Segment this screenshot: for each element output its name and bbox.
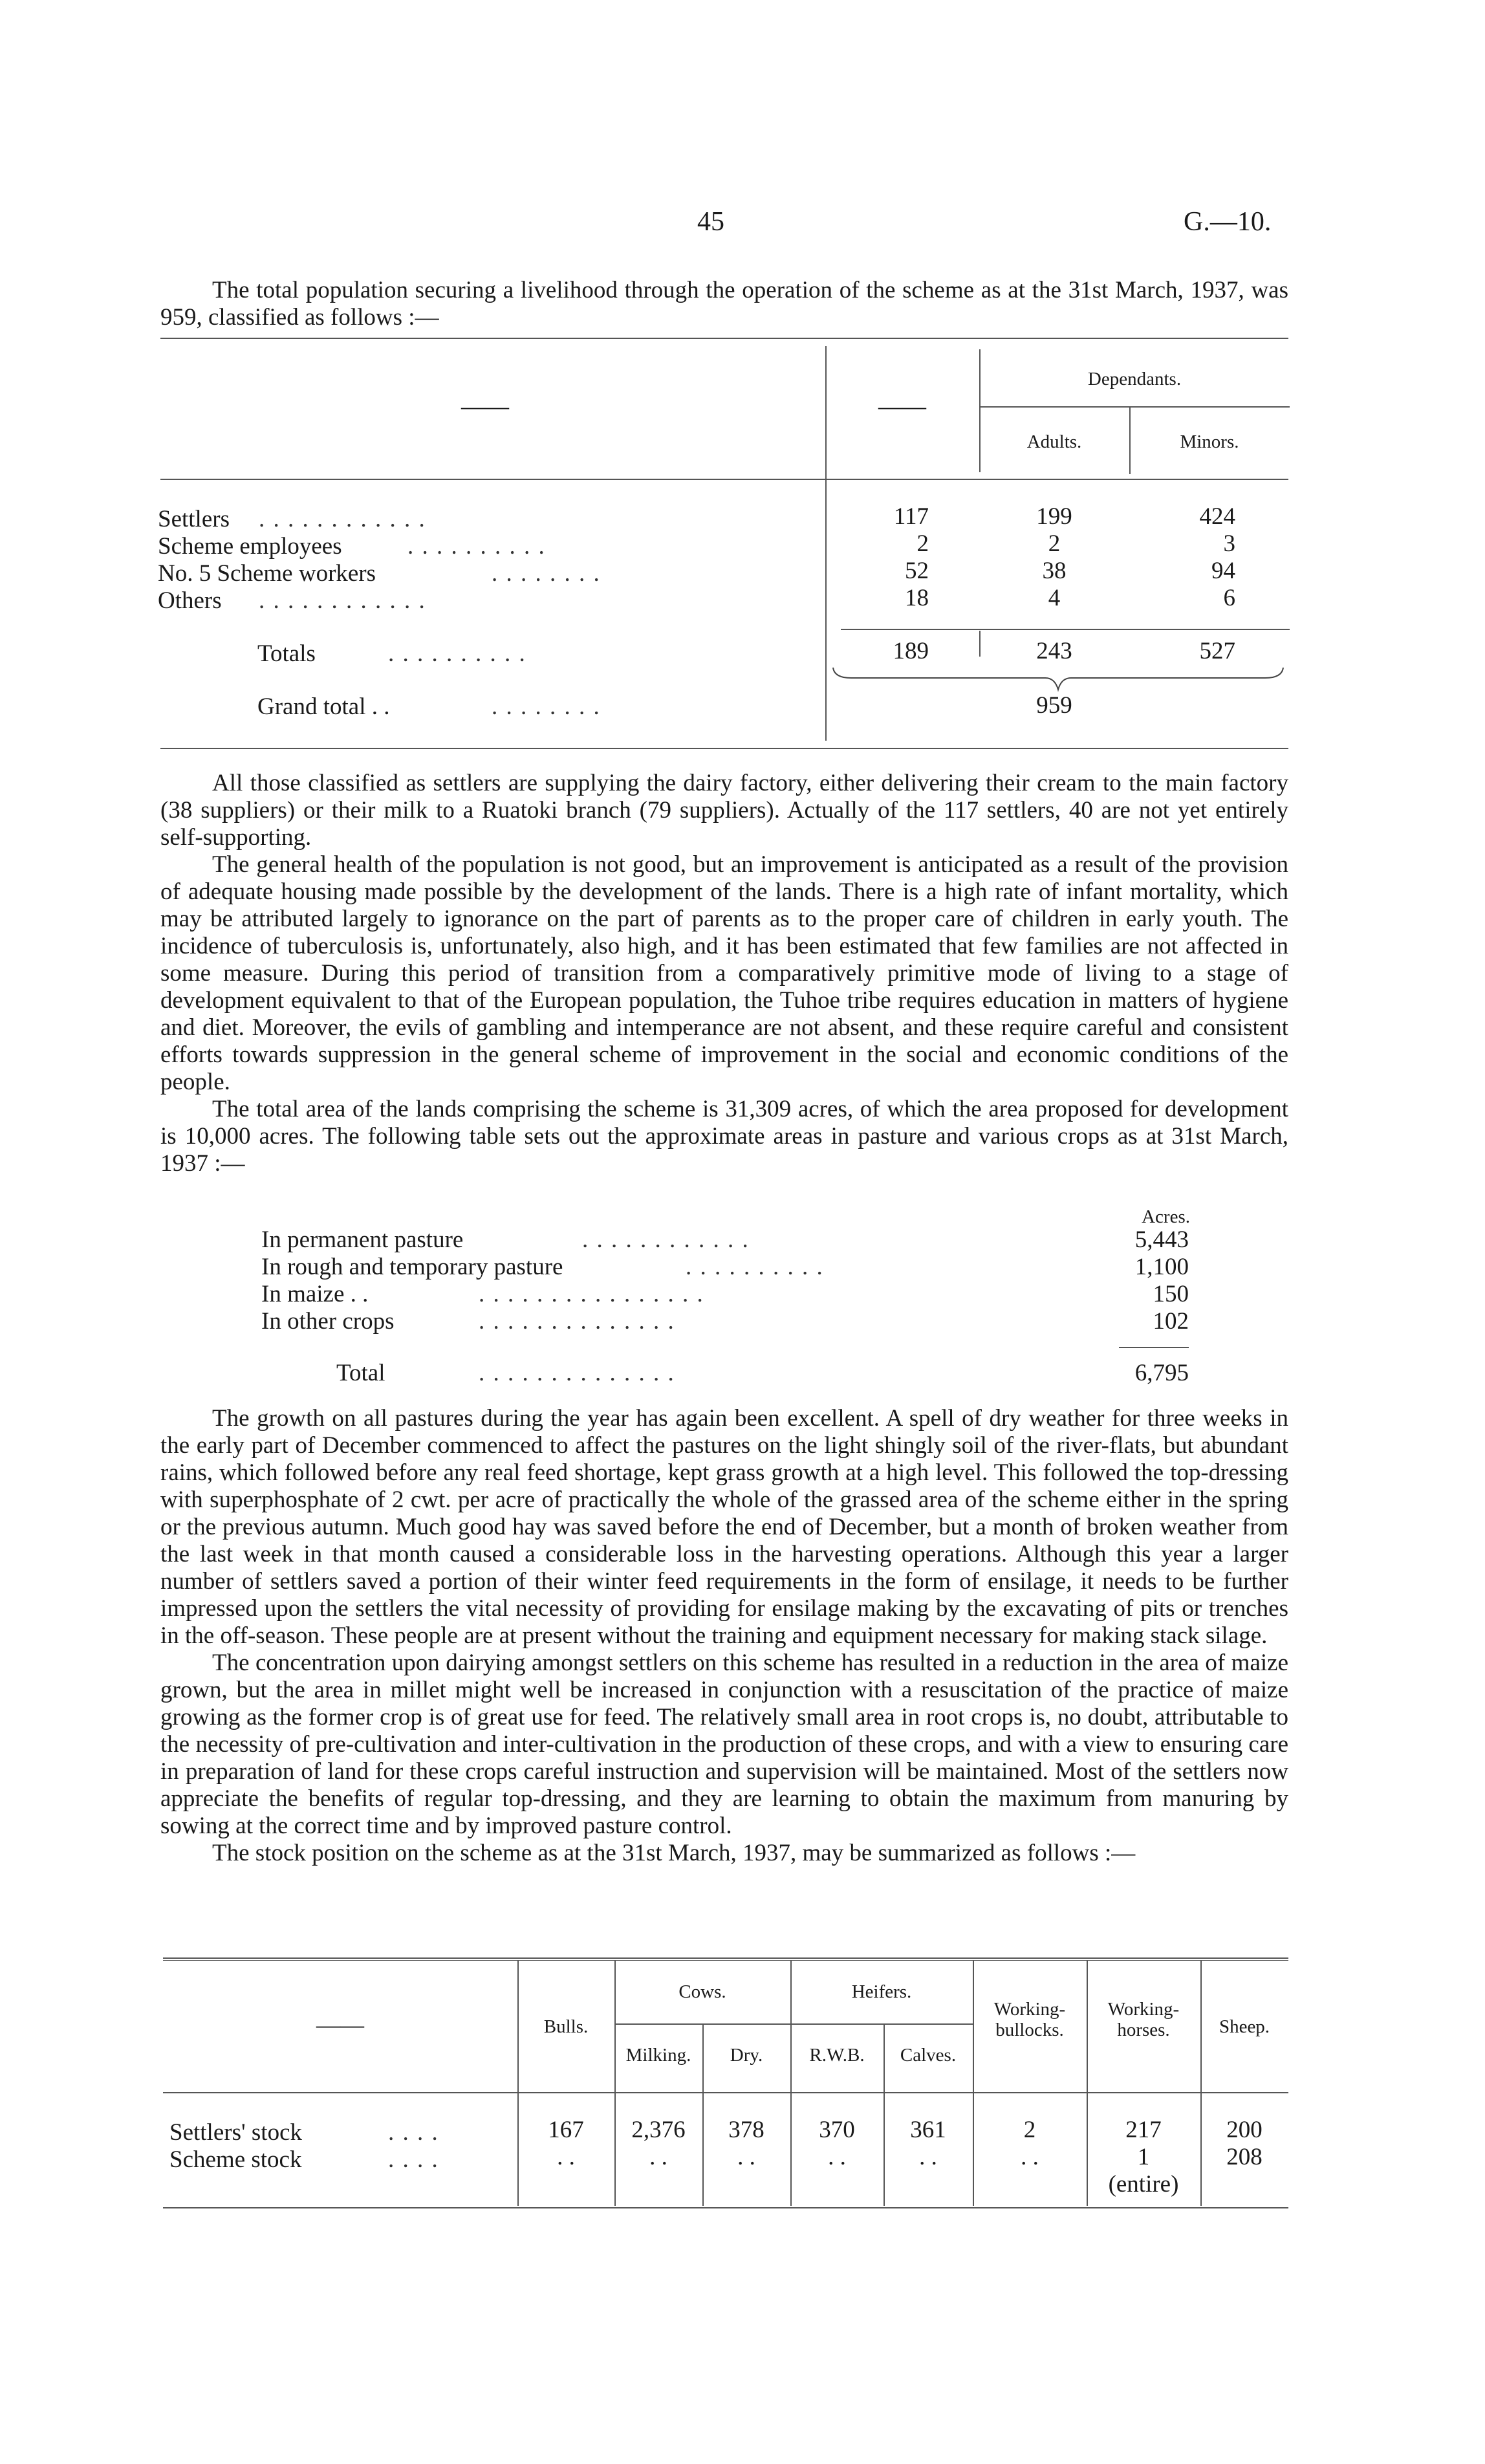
area-total-label: Total [336, 1360, 385, 1386]
population-row-dots: . . . . . . . . . . . . [259, 506, 426, 532]
population-row-count: 52 [905, 558, 929, 584]
stock-row-sheep: 208 [1226, 2144, 1263, 2170]
bulls-header: Bulls. [543, 2016, 589, 2037]
area-row-dots: . . . . . . . . . . . . . . . . [479, 1281, 704, 1307]
stock-row-rwb: . . [828, 2144, 846, 2170]
stock-row-horses: 217 [1125, 2117, 1162, 2143]
population-row-dots: . . . . . . . . [492, 560, 601, 587]
paragraph: The total area of the lands comprising the scheme is 31,309 acres, of which the area proposed for development is 10,000 acres. The following table sets out the approximate areas in pasture and various crops as at 31st March, 1937 :— [160, 1096, 1288, 1177]
grand-total-brace [832, 666, 1284, 692]
area-total-value: 6,795 [1134, 1360, 1189, 1386]
stock-row-bulls: . . [557, 2144, 575, 2170]
population-row-label: Scheme employees [158, 533, 342, 560]
rwb-header: R.W.B. [809, 2045, 865, 2066]
population-row-adults: 199 [1036, 503, 1072, 530]
population-row-adults: 2 [1048, 530, 1061, 557]
intro-paragraph [160, 277, 1288, 331]
stock-row-bulls: 167 [548, 2117, 584, 2143]
population-row-minors: 424 [1199, 503, 1235, 530]
stock-row-horses: 1 [1137, 2144, 1150, 2170]
minors-header: Minors. [1180, 431, 1239, 452]
area-row-value: 102 [1153, 1308, 1189, 1335]
dependants-header: Dependants. [1087, 369, 1182, 389]
stock-row-label: Settlers' stock [169, 2119, 302, 2146]
working-bullocks-header: Working-bullocks. [993, 1999, 1066, 2040]
stock-row-bullocks: . . [1021, 2144, 1039, 2170]
grand-total-dots: . . . . . . . . [492, 693, 601, 720]
stock-row-dry: 378 [728, 2117, 764, 2143]
stock-row-milking: . . [649, 2144, 667, 2170]
grand-total-label: Grand total . . [257, 693, 390, 720]
body-paragraphs-2 [160, 1405, 1288, 1867]
stock-row-dots: . . . . [388, 2146, 439, 2173]
population-row-minors: 94 [1211, 558, 1235, 584]
population-row-count: 117 [893, 503, 929, 530]
working-horses-header: Working-horses. [1107, 1999, 1180, 2040]
dry-header: Dry. [730, 2045, 763, 2066]
adults-header: Adults. [1026, 431, 1082, 452]
paragraph: The stock position on the scheme as at the 31st March, 1937, may be summarized as follows :— [212, 1840, 1136, 1866]
stock-row-dry: . . [737, 2144, 755, 2170]
population-row-label: Settlers [158, 506, 230, 532]
paragraph: All those classified as settlers are supplying the dairy factory, either delivering their cream to the main factory (38 suppliers) or their milk to a Ruatoki branch (79 suppliers). Actually of the 117 settlers, 40 are not yet entirely self-supporting. [160, 770, 1288, 851]
area-row-dots: . . . . . . . . . . . . . . [479, 1308, 675, 1335]
totals-dots: . . . . . . . . . . [388, 640, 526, 667]
area-row-dots: . . . . . . . . . . [686, 1254, 824, 1280]
stock-row-milking: 2,376 [631, 2117, 686, 2143]
area-row-dots: . . . . . . . . . . . . [582, 1227, 750, 1253]
population-row-adults: 38 [1042, 558, 1067, 584]
population-row-minors: 6 [1223, 585, 1235, 611]
population-row-adults: 4 [1048, 585, 1061, 611]
stock-row-calves: . . [919, 2144, 937, 2170]
calves-header: Calves. [900, 2045, 957, 2066]
population-header-dash: —— [461, 393, 509, 420]
totals-adults: 243 [1036, 638, 1072, 664]
area-row-value: 150 [1153, 1281, 1189, 1307]
acres-header: Acres. [1142, 1206, 1190, 1227]
stock-row-dots: . . . . [388, 2119, 439, 2146]
sheep-header: Sheep. [1219, 2016, 1270, 2037]
population-row-label: No. 5 Scheme workers [158, 560, 376, 587]
stock-row-horses-note: (entire) [1108, 2171, 1179, 2197]
page-number: 45 [697, 207, 724, 237]
stock-row-bullocks: 2 [1023, 2117, 1036, 2143]
population-row-dots: . . . . . . . . . . . . [259, 587, 426, 614]
stock-row-label: Scheme stock [169, 2146, 302, 2173]
area-row-label: In permanent pasture [261, 1227, 464, 1253]
stock-row-sheep: 200 [1226, 2117, 1263, 2143]
milking-header: Milking. [625, 2045, 691, 2066]
stock-row-calves: 361 [910, 2117, 946, 2143]
population-row-dots: . . . . . . . . . . [407, 533, 546, 560]
totals-label: Totals [257, 640, 316, 667]
stock-row-rwb: 370 [819, 2117, 855, 2143]
area-row-value: 5,443 [1134, 1227, 1189, 1253]
paragraph: The general health of the population is not good, but an improvement is anticipated as a result of the provision of adequate housing made possible by the development of the lands. There is a high rate of infant mortality, which may be attributed largely to ignorance on the part of parents as to the proper care of children in early youth. The incidence of tuberculosis is, unfortunately, also high, and it has been estimated that few families are not affected in some measure. During this period of transition from a comparatively primitive mode of living to a stage of development equivalent to that of the European population, the Tuhoe tribe requires education in matters of hygiene and diet. Moreover, the evils of gambling and intemperance are not absent, and these require careful and consistent efforts towards suppression in the general scheme of improvement in the social and economic conditions of the people. [160, 851, 1288, 1095]
paragraph: The concentration upon dairying amongst settlers on this scheme has resulted in a reduction in the area of maize grown, but the area in millet might well be increased in conjunction with a resuscitation of the practice of maize growing as the former crop is of great use for feed. The relatively small area in root crops is, no doubt, attributable to the necessity of pre-cultivation and inter-cultivation in the production of these crops, and with a view to ensuring care in preparation of land for these crops careful instruction and supervision will be maintained. Most of the settlers now appreciate the benefits of regular top-dressing, and they are learning to obtain the maximum from manuring by sowing at the correct time and by improved pasture control. [160, 1650, 1288, 1839]
population-row-count: 18 [905, 585, 929, 611]
population-row-count: 2 [916, 530, 929, 557]
body-paragraphs-1 [160, 770, 1288, 1177]
area-row-label: In rough and temporary pasture [261, 1254, 563, 1280]
totals-count: 189 [893, 638, 929, 664]
population-row-label: Others [158, 587, 222, 614]
area-row-value: 1,100 [1134, 1254, 1189, 1280]
totals-minors: 527 [1199, 638, 1235, 664]
stock-header-dash: —— [316, 2012, 364, 2038]
intro-text: The total population securing a livelihood through the operation of the scheme as at the 31st March, 1937, was 959, classified as follows :— [160, 277, 1288, 331]
area-total-dots: . . . . . . . . . . . . . . [479, 1360, 675, 1386]
paragraph: The growth on all pastures during the year has again been excellent. A spell of dry weather for three weeks in the early part of December commenced to affect the pastures on the light shingly soil of the river-flats, but abundant rains, which followed before any real feed shortage, kept grass growth at a high level. This followed the top-dressing with superphosphate of 2 cwt. per acre of practically the whole of the grassed area of the scheme either in the spring or the previous autumn. Much good hay was saved before the end of December, but a month of broken weather from the last week in that month caused a considerable loss in the harvesting operations. Although this year a larger number of settlers saved a portion of their winter feed requirements in the form of ensilage, it needs to be further impressed upon the settlers the vital necessity of providing for ensilage making by the excavating of pits or trenches in the off-season. These people are at present without the training and equipment necessary for making stack silage. [160, 1405, 1288, 1649]
area-row-label: In maize . . [261, 1281, 369, 1307]
heifers-header: Heifers. [851, 1981, 912, 2002]
report-code: G.—10. [1184, 207, 1272, 237]
cows-header: Cows. [678, 1981, 726, 2002]
area-row-label: In other crops [261, 1308, 395, 1335]
population-count-header-dash: —— [878, 393, 926, 420]
population-row-minors: 3 [1223, 530, 1235, 557]
grand-total-value: 959 [1036, 692, 1072, 719]
